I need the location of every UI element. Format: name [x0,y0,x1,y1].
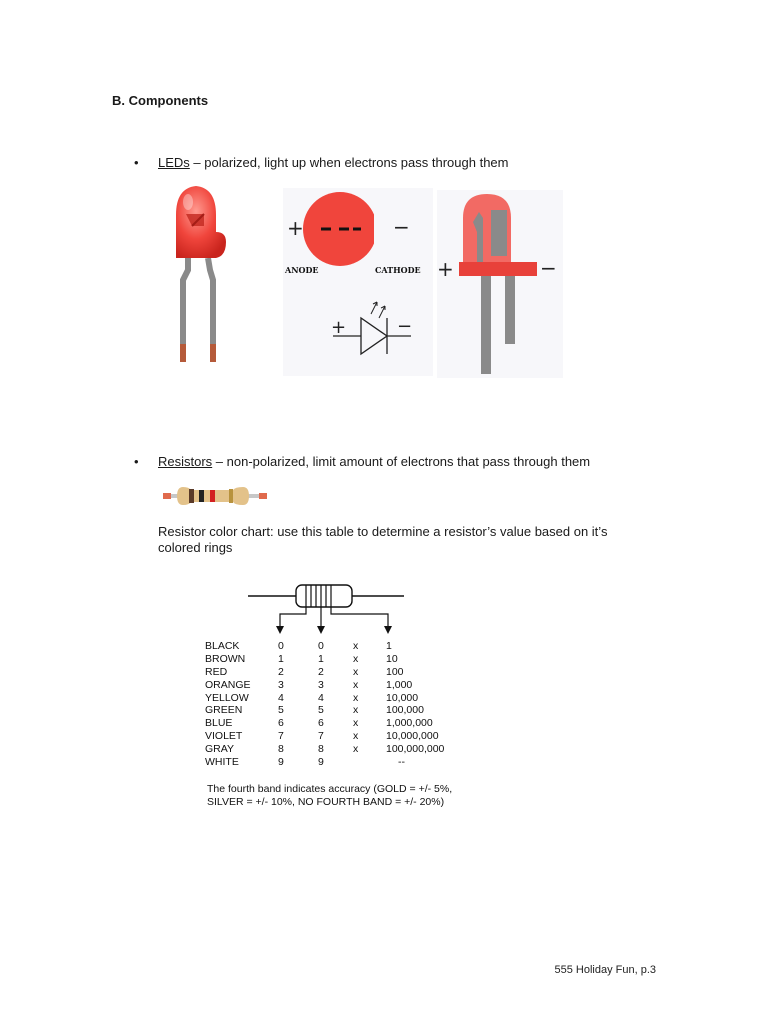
bullet-dot-icon: • [134,155,139,170]
table-cell-second: 1 [318,652,324,665]
section-heading [112,93,208,108]
table-cell-second: 2 [318,665,324,678]
symbol-minus-sign: − [397,316,413,337]
table-cell-mult: 10,000,000 [386,730,439,743]
table-cell-op: x [353,730,359,743]
top-minus-sign: − [393,215,410,239]
table-cell-first: 2 [278,665,284,678]
led-term: LEDs [158,155,190,170]
table-cell-color: BLUE [205,717,233,730]
table-cell-op: x [353,717,359,730]
page-footer: 555 Holiday Fun, p.3 [554,964,656,976]
table-cell-op: x [353,665,359,678]
table-cell-first: 4 [278,691,284,704]
table-cell-color: YELLOW [205,691,249,704]
symbol-plus-sign: + [331,317,347,338]
accuracy-note [207,783,452,809]
table-cell-second: 4 [318,691,324,704]
anode-label: ANODE [285,265,319,275]
table-cell-mult: 100,000 [386,704,424,717]
table-cell-mult: -- [398,756,405,769]
table-cell-second: 7 [318,730,324,743]
section-letter: B. [112,93,125,108]
table-cell-mult: 100,000,000 [386,743,445,756]
table-cell-color: ORANGE [205,678,251,691]
table-cell-second: 5 [318,704,324,717]
led-description: – polarized, light up when electrons pass through them [189,155,509,170]
table-cell-first: 7 [278,730,284,743]
resistor-illustration [163,484,267,508]
table-cell-op: x [353,678,359,691]
table-cell-op: x [353,691,359,704]
resistor-term: Resistors [158,454,213,469]
table-cell-color: BLACK [205,640,240,652]
table-cell-second: 3 [318,678,324,691]
table-cell-op: x [353,640,359,652]
table-cell-mult: 1,000 [386,678,413,691]
table-cell-mult: 1,000,000 [386,717,433,730]
led-polarity-diagram [283,188,433,376]
table-cell-second: 8 [318,743,324,756]
table-cell-op: x [353,743,359,756]
side-minus-sign: − [540,256,557,280]
table-cell-color: WHITE [205,756,239,769]
table-cell-mult: 10 [386,652,398,665]
resistor-bullet [134,454,590,469]
chart-intro: Resistor color chart: use this table to determine a resistor’s value based on it’s colored rings [158,524,608,555]
table-cell-op: x [353,704,359,717]
section-title: Components [128,93,209,108]
table-cell-first: 1 [278,652,284,665]
table-cell-color: GRAY [205,743,234,756]
side-plus-sign: + [437,257,454,281]
table-cell-color: BROWN [205,652,246,665]
bullet-dot-icon: • [134,454,139,469]
table-cell-mult: 100 [386,665,404,678]
led-side-diagram [437,190,563,378]
table-cell-first: 5 [278,704,284,717]
resistor-description: – non-polarized, limit amount of electrons that pass through them [212,454,591,469]
cathode-label: CATHODE [375,265,421,275]
accuracy-note-line-1: The fourth band indicates accuracy (GOLD = +/- 5%, [207,783,453,795]
table-cell-first: 8 [278,743,284,756]
table-cell-color: GREEN [205,704,243,717]
table-cell-op: x [353,652,359,665]
led-illustration [170,180,240,370]
table-cell-color: RED [205,665,228,678]
table-cell-second: 9 [318,756,324,769]
table-cell-first: 3 [278,678,284,691]
table-cell-second: 0 [318,640,324,652]
led-bullet [134,155,509,170]
table-cell-color: VIOLET [205,730,243,743]
table-cell-second: 6 [318,717,324,730]
accuracy-note-line-2: SILVER = +/- 10%, NO FOURTH BAND = +/- 20%) [207,796,445,808]
resistor-band-diagram [248,580,408,636]
table-cell-mult: 10,000 [386,691,419,704]
table-cell-first: 6 [278,717,284,730]
table-cell-first: 0 [278,640,284,652]
table-cell-first: 9 [278,756,284,769]
table-cell-mult: 1 [386,640,392,652]
top-plus-sign: + [287,216,304,240]
